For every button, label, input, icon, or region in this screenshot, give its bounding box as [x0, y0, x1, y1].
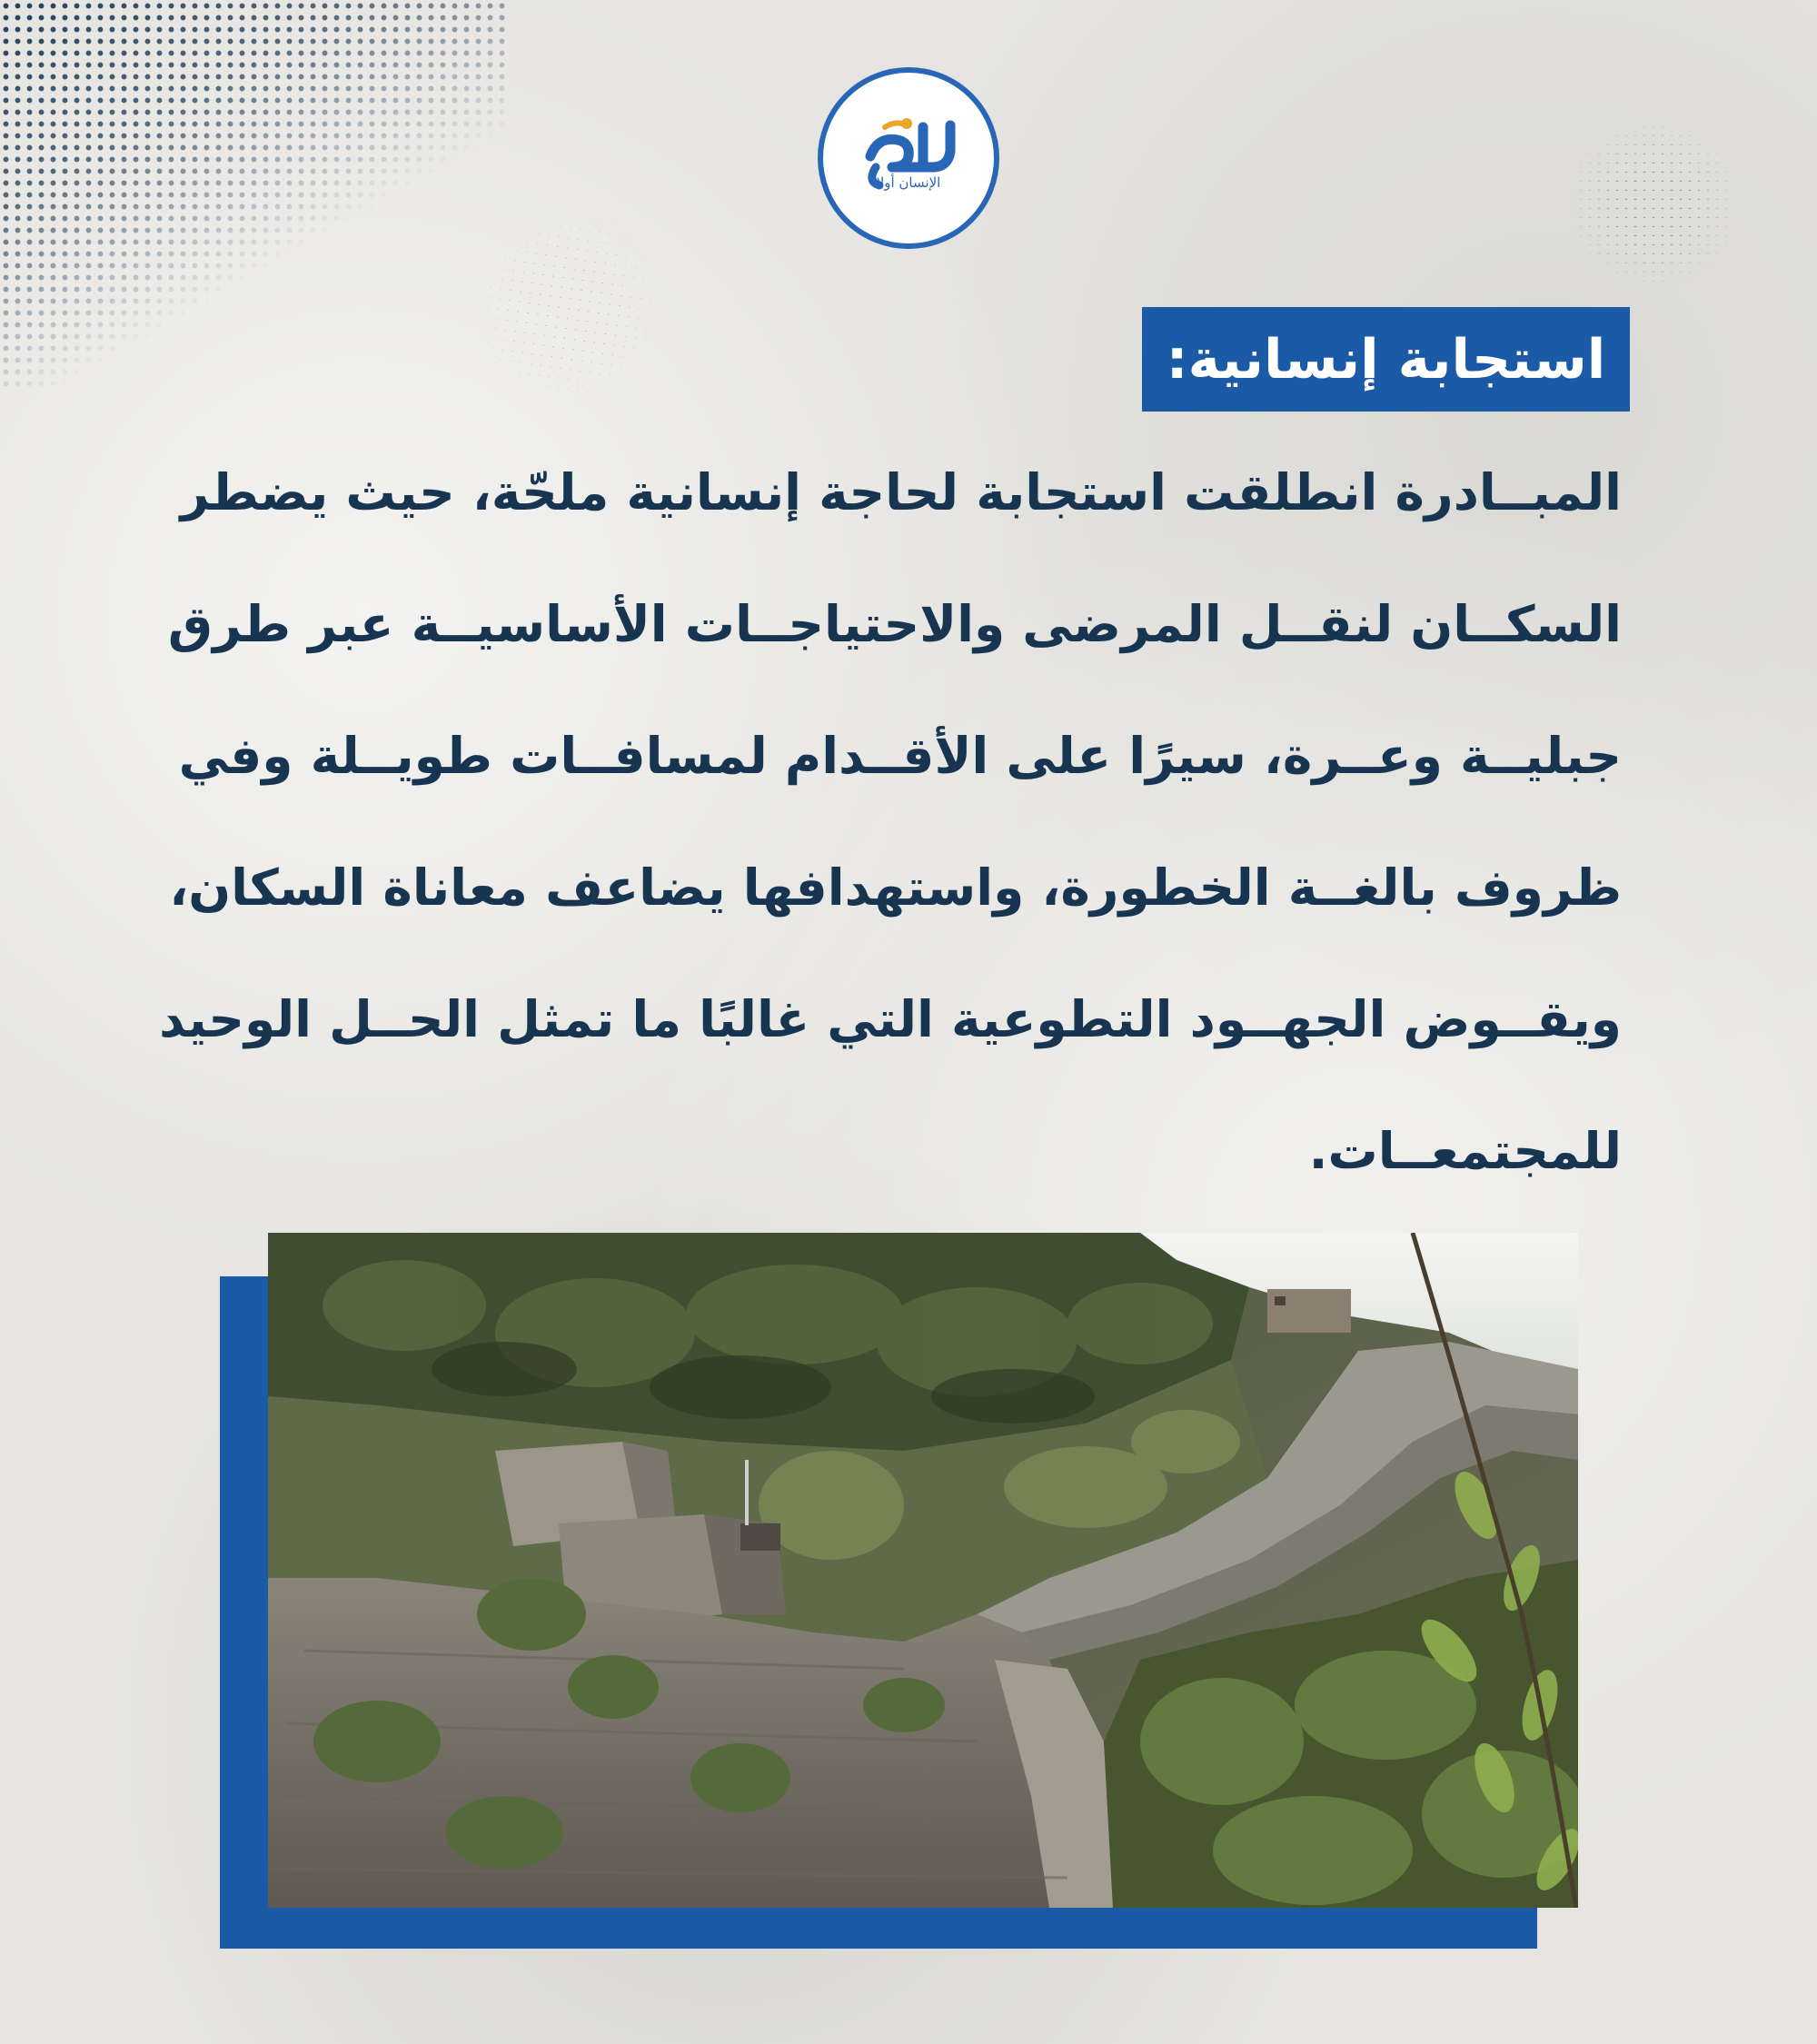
- mountain-landscape-image: [268, 1233, 1578, 1908]
- section-heading: استجابة إنسانية:: [1166, 327, 1606, 392]
- halftone-decoration: [0, 0, 509, 391]
- body-line: المبــادرة انطلقت استجابة لحاجة إنسانية ملحّة، حيث يضطر: [180, 463, 1622, 521]
- body-line: ويقــوض الجهــود التطوعية التي غالبًا ما تمثل الحــل الوحيد: [159, 990, 1622, 1048]
- landscape-photo: [268, 1233, 1578, 1908]
- body-line: ظروف بالغــة الخطورة، واستهدافها يضاعف معاناة السكان،: [169, 858, 1622, 917]
- logo-mark-icon: [823, 73, 994, 243]
- body-paragraph: [159, 427, 1622, 1217]
- logo-tagline: الإنسان أولا: [876, 174, 941, 191]
- body-line: للمجتمعــات.: [1308, 1122, 1622, 1180]
- grid-texture-decoration: [446, 194, 690, 422]
- blue-grid-decoration: [1563, 118, 1744, 291]
- section-heading-box: [1142, 307, 1630, 412]
- body-line: السكــان لنقــل المرضى والاحتياجــات الأساسيــة عبر طرق: [167, 595, 1622, 653]
- body-line: جبليــة وعــرة، سيرًا على الأقــدام لمسافــات طويــلة وفي: [178, 727, 1622, 785]
- brand-logo: [818, 67, 999, 249]
